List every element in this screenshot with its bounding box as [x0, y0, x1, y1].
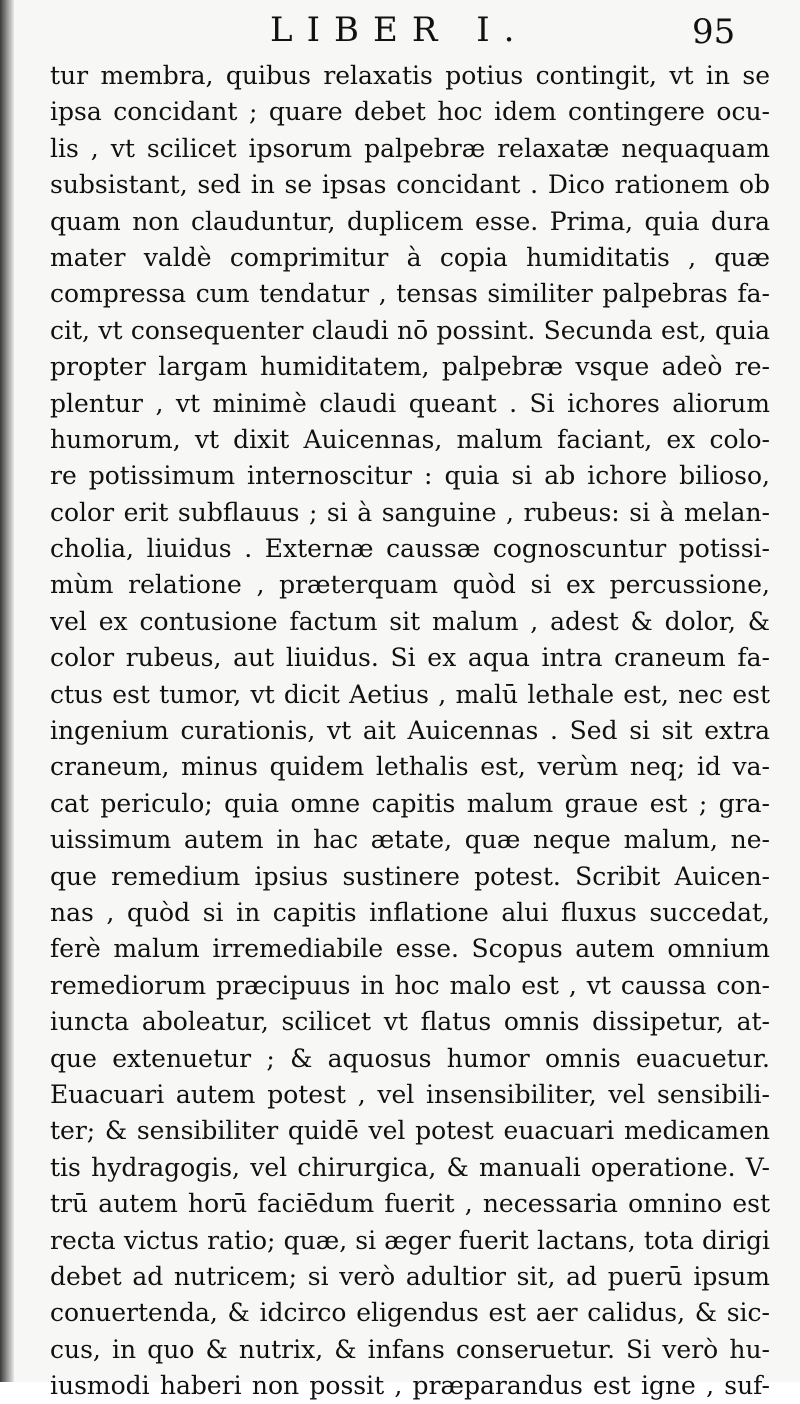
page-gutter-shadow: [0, 0, 14, 1382]
text-line-24: nas , quòd si in capitis inflatione alui fluxus succedat,: [50, 897, 770, 927]
text-line-3: lis , vt scilicet ipsorum palpebræ relaxatæ nequaquam: [50, 133, 770, 163]
running-head: LIBER I.: [270, 10, 529, 50]
text-line-27: iuncta aboleatur, scilicet vt flatus omnis dissipetur, at-: [50, 1007, 770, 1037]
text-line-5: quam non clauduntur, duplicem esse. Prima, quia dura: [50, 206, 770, 236]
text-line-7: compressa cum tendatur , tensas similiter palpebras fa-: [50, 279, 770, 309]
text-line-31: tis hydragogis, vel chirurgica, & manuali operatione. V-: [50, 1152, 770, 1182]
text-line-6: mater valdè comprimitur à copia humiditatis , quæ: [50, 242, 770, 272]
text-line-13: color erit subflauus ; si à sanguine , rubeus: si à melan-: [50, 497, 770, 527]
text-line-2: ipsa concidant ; quare debet hoc idem contingere ocu-: [50, 97, 770, 127]
page-number: 95: [692, 12, 736, 52]
text-line-32: trū autem horū faciēdum fuerit , necessaria omnino est: [50, 1189, 770, 1219]
text-line-34: debet ad nutricem; si verò adultior sit, ad puerū ipsum: [50, 1261, 770, 1291]
text-line-28: que extenuetur ; & aquosus humor omnis euacuetur.: [50, 1043, 770, 1073]
text-line-25: ferè malum irremediabile esse. Scopus autem omnium: [50, 934, 770, 964]
text-line-10: plentur , vt minimè claudi queant . Si ichores aliorum: [50, 388, 770, 418]
text-line-17: color rubeus, aut liuidus. Si ex aqua intra craneum fa-: [50, 643, 770, 673]
text-line-11: humorum, vt dixit Auicennas, malum faciant, ex colo-: [50, 424, 770, 454]
text-line-4: subsistant, sed in se ipsas concidant . Dico rationem ob: [50, 170, 770, 200]
text-line-1: tur membra, quibus relaxatis potius contingit, vt in se: [50, 61, 770, 90]
text-line-19: ingenium curationis, vt ait Auicennas . Sed si sit extra: [50, 716, 770, 746]
text-line-22: uissimum autem in hac ætate, quæ neque malum, ne-: [50, 825, 770, 855]
text-line-8: cit, vt consequenter claudi nō possint. Secunda est, quia: [50, 315, 770, 345]
text-line-36: cus, in quo & nutrix, & infans conseruetur. Si verò hu-: [50, 1334, 770, 1364]
text-line-26: remediorum præcipuus in hoc malo est , vt caussa con-: [50, 970, 770, 1000]
text-line-20: craneum, minus quidem lethalis est, verùm neq; id va-: [50, 752, 770, 782]
body-text: [50, 58, 770, 1404]
text-line-23: que remedium ipsius sustinere potest. Scribit Auicen-: [50, 861, 770, 891]
text-line-14: cholia, liuidus . Externæ caussæ cognoscuntur potissi-: [50, 534, 770, 564]
text-line-15: mùm relatione , præterquam quòd si ex percussione,: [50, 570, 770, 600]
text-line-9: propter largam humiditatem, palpebræ vsque adeò re-: [50, 352, 770, 382]
text-line-37: iusmodi haberi non possit , præparandus est igne , suf-: [50, 1371, 770, 1401]
text-line-18: ctus est tumor, vt dicit Aetius , malū lethale est, nec est: [50, 679, 770, 709]
text-line-35: conuertenda, & idcirco eligendus est aer calidus, & sic-: [50, 1298, 770, 1328]
text-line-16: vel ex contusione factum sit malum , adest & dolor, &: [50, 606, 770, 636]
text-line-29: Euacuari autem potest , vel insensibiliter, vel sensibili-: [50, 1079, 770, 1109]
text-line-12: re potissimum internoscitur : quia si ab ichore bilioso,: [50, 461, 770, 491]
text-line-33: recta victus ratio; quæ, si æger fuerit lactans, tota dirigi: [50, 1225, 770, 1255]
text-line-30: ter; & sensibiliter quidē vel potest euacuari medicamen: [50, 1116, 770, 1146]
text-line-21: cat periculo; quia omne capitis malum graue est ; gra-: [50, 788, 770, 818]
